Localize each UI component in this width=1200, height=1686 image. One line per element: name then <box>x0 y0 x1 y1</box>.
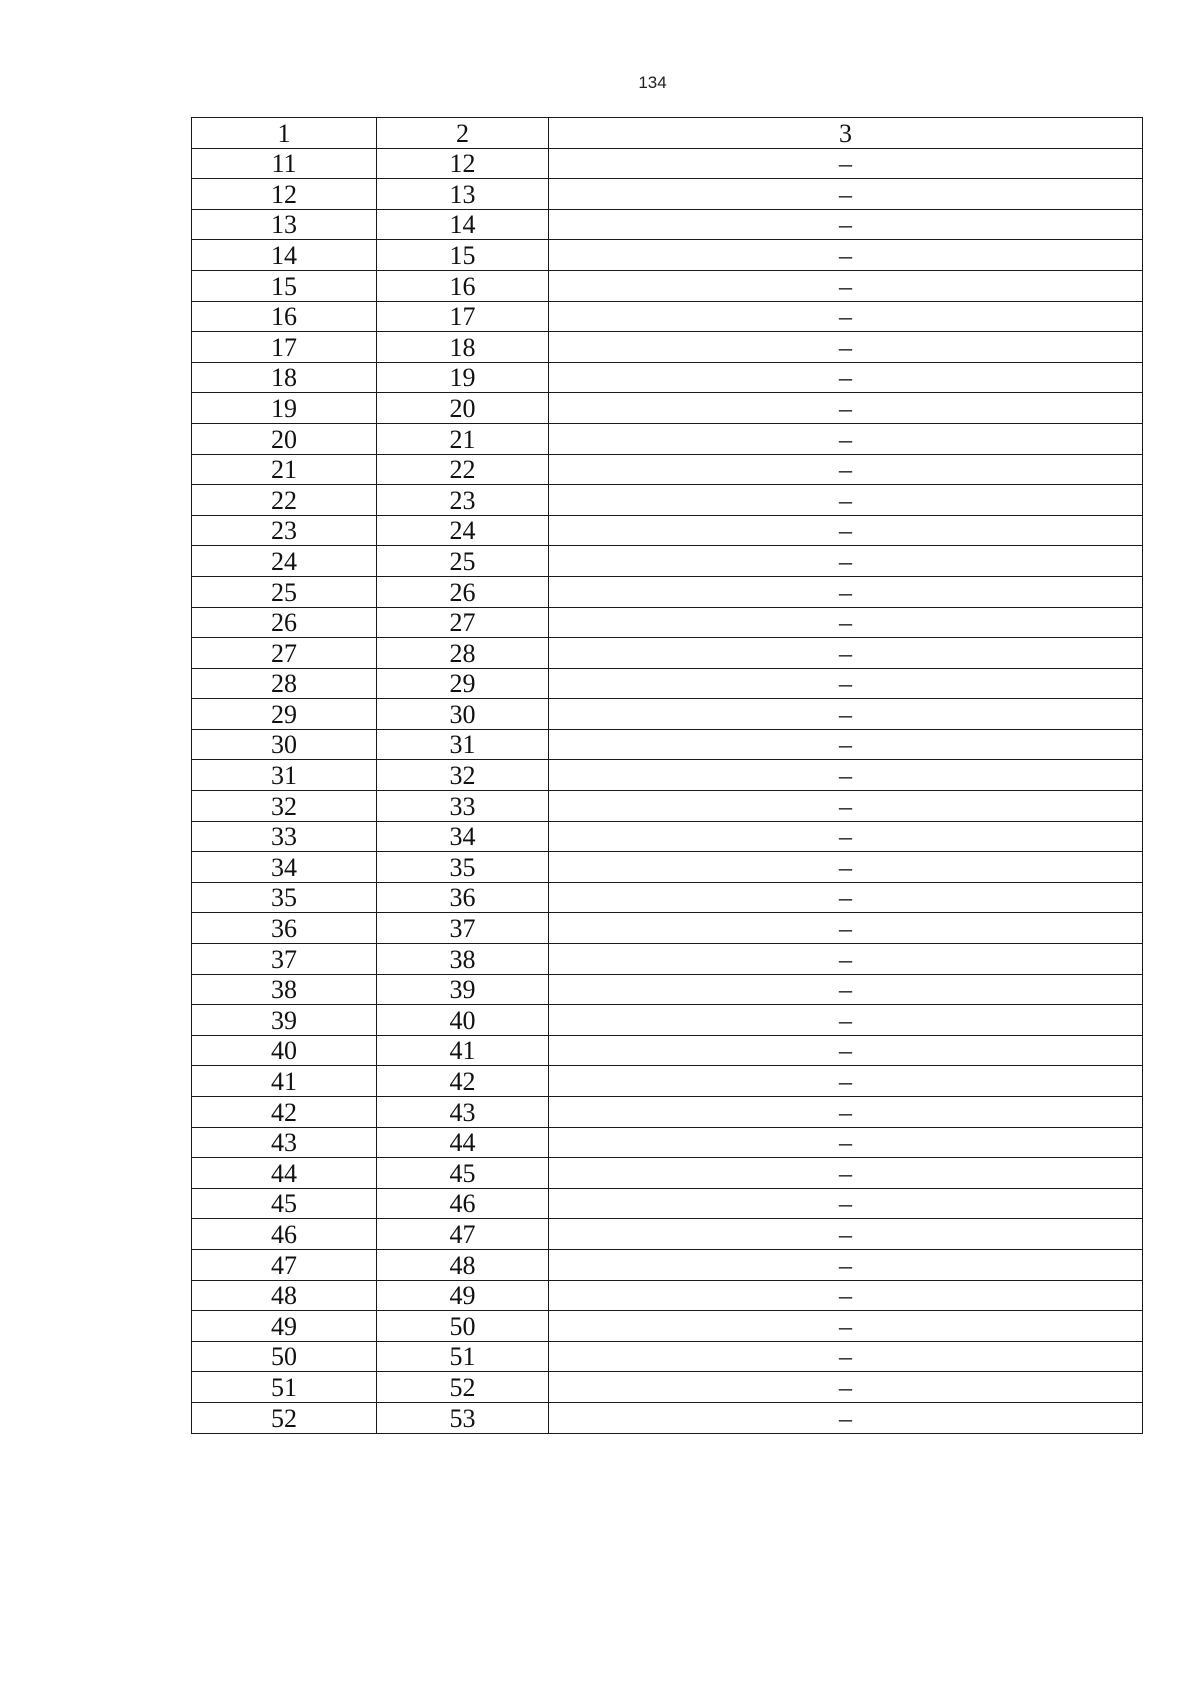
cell-col-1: 51 <box>192 1372 377 1403</box>
cell-col-2: 40 <box>377 1005 549 1036</box>
cell-col-2: 30 <box>377 699 549 730</box>
cell-col-1: 34 <box>192 852 377 883</box>
table-header-row <box>192 118 1143 149</box>
cell-col-3: – <box>549 821 1143 852</box>
cell-col-1: 52 <box>192 1402 377 1433</box>
table-row <box>192 944 1143 975</box>
table-row <box>192 607 1143 638</box>
table-row <box>192 852 1143 883</box>
cell-col-3: – <box>549 1035 1143 1066</box>
cell-col-1: 33 <box>192 821 377 852</box>
table-row <box>192 1097 1143 1128</box>
cell-col-2: 13 <box>377 179 549 210</box>
cell-col-3: – <box>549 791 1143 822</box>
cell-col-3: – <box>549 1280 1143 1311</box>
table-row <box>192 1066 1143 1097</box>
cell-col-1: 20 <box>192 423 377 454</box>
cell-col-1: 46 <box>192 1219 377 1250</box>
cell-col-3: – <box>549 423 1143 454</box>
cell-col-1: 24 <box>192 546 377 577</box>
cell-col-2: 43 <box>377 1097 549 1128</box>
cell-col-3: – <box>549 240 1143 271</box>
cell-col-1: 15 <box>192 270 377 301</box>
cell-col-3: – <box>549 1311 1143 1342</box>
cell-col-1: 25 <box>192 576 377 607</box>
table-row <box>192 638 1143 669</box>
cell-col-3: – <box>549 179 1143 210</box>
cell-col-2: 48 <box>377 1249 549 1280</box>
cell-col-2: 23 <box>377 485 549 516</box>
cell-col-2: 12 <box>377 148 549 179</box>
cell-col-3: – <box>549 1127 1143 1158</box>
cell-col-2: 25 <box>377 546 549 577</box>
table-row <box>192 699 1143 730</box>
cell-col-3: – <box>549 546 1143 577</box>
cell-col-2: 42 <box>377 1066 549 1097</box>
page-number: 134 <box>638 73 667 92</box>
cell-col-1: 39 <box>192 1005 377 1036</box>
table-row <box>192 760 1143 791</box>
cell-col-1: 17 <box>192 332 377 363</box>
table-row <box>192 1249 1143 1280</box>
cell-col-2: 17 <box>377 301 549 332</box>
cell-col-3: – <box>549 1402 1143 1433</box>
cell-col-1: 41 <box>192 1066 377 1097</box>
cell-col-2: 26 <box>377 576 549 607</box>
cell-col-3: – <box>549 1005 1143 1036</box>
cell-col-1: 23 <box>192 515 377 546</box>
cell-col-3: – <box>549 882 1143 913</box>
cell-col-1: 28 <box>192 668 377 699</box>
cell-col-3: – <box>549 1158 1143 1189</box>
table-row <box>192 974 1143 1005</box>
cell-col-1: 38 <box>192 974 377 1005</box>
cell-col-3: – <box>549 515 1143 546</box>
cell-col-1: 19 <box>192 393 377 424</box>
cell-col-2: 21 <box>377 423 549 454</box>
cell-col-3: – <box>549 729 1143 760</box>
cell-col-3: – <box>549 913 1143 944</box>
table-row <box>192 423 1143 454</box>
cell-col-1: 49 <box>192 1311 377 1342</box>
cell-col-2: 37 <box>377 913 549 944</box>
cell-col-3: – <box>549 576 1143 607</box>
cell-col-1: 27 <box>192 638 377 669</box>
table-row <box>192 148 1143 179</box>
cell-col-3: – <box>549 454 1143 485</box>
cell-col-2: 44 <box>377 1127 549 1158</box>
table-row <box>192 240 1143 271</box>
cell-col-1: 37 <box>192 944 377 975</box>
cell-col-1: 40 <box>192 1035 377 1066</box>
table-row <box>192 546 1143 577</box>
cell-col-2: 41 <box>377 1035 549 1066</box>
cell-col-3: – <box>549 638 1143 669</box>
cell-col-1: 29 <box>192 699 377 730</box>
cell-col-2: 49 <box>377 1280 549 1311</box>
cell-col-3: – <box>549 760 1143 791</box>
cell-col-1: 42 <box>192 1097 377 1128</box>
cell-col-2: 27 <box>377 607 549 638</box>
cell-col-1: 31 <box>192 760 377 791</box>
cell-col-3: – <box>549 393 1143 424</box>
cell-col-2: 28 <box>377 638 549 669</box>
cell-col-2: 46 <box>377 1188 549 1219</box>
cell-col-2: 31 <box>377 729 549 760</box>
table-row <box>192 393 1143 424</box>
cell-col-3: – <box>549 1372 1143 1403</box>
cell-col-2: 20 <box>377 393 549 424</box>
cell-col-1: 16 <box>192 301 377 332</box>
cell-col-2: 24 <box>377 515 549 546</box>
cell-col-3: – <box>549 668 1143 699</box>
table-row <box>192 179 1143 210</box>
cell-col-1: 26 <box>192 607 377 638</box>
cell-col-2: 19 <box>377 362 549 393</box>
table-body <box>192 118 1143 1434</box>
cell-col-3: – <box>549 485 1143 516</box>
cell-col-2: 18 <box>377 332 549 363</box>
header-cell-col-3: 3 <box>549 118 1143 149</box>
table-row <box>192 454 1143 485</box>
cell-col-3: – <box>549 852 1143 883</box>
header-cell-col-2: 2 <box>377 118 549 149</box>
table-row <box>192 1402 1143 1433</box>
cell-col-1: 44 <box>192 1158 377 1189</box>
table-row <box>192 1311 1143 1342</box>
header-cell-col-1: 1 <box>192 118 377 149</box>
cell-col-1: 32 <box>192 791 377 822</box>
cell-col-2: 29 <box>377 668 549 699</box>
cell-col-2: 51 <box>377 1341 549 1372</box>
cell-col-2: 16 <box>377 270 549 301</box>
cell-col-1: 13 <box>192 209 377 240</box>
cell-col-1: 47 <box>192 1249 377 1280</box>
cell-col-3: – <box>549 1249 1143 1280</box>
table-row <box>192 332 1143 363</box>
cell-col-1: 11 <box>192 148 377 179</box>
cell-col-3: – <box>549 270 1143 301</box>
cell-col-2: 36 <box>377 882 549 913</box>
cell-col-2: 15 <box>377 240 549 271</box>
table-row <box>192 1219 1143 1250</box>
table-row <box>192 301 1143 332</box>
cell-col-1: 48 <box>192 1280 377 1311</box>
cell-col-1: 22 <box>192 485 377 516</box>
cell-col-1: 45 <box>192 1188 377 1219</box>
cell-col-3: – <box>549 301 1143 332</box>
cell-col-2: 47 <box>377 1219 549 1250</box>
cell-col-3: – <box>549 1097 1143 1128</box>
cell-col-1: 21 <box>192 454 377 485</box>
table-row <box>192 1035 1143 1066</box>
cell-col-2: 39 <box>377 974 549 1005</box>
cell-col-3: – <box>549 1341 1143 1372</box>
cell-col-1: 36 <box>192 913 377 944</box>
table-row <box>192 515 1143 546</box>
table-row <box>192 362 1143 393</box>
cell-col-3: – <box>549 1219 1143 1250</box>
table-row <box>192 913 1143 944</box>
table-row <box>192 485 1143 516</box>
cell-col-1: 35 <box>192 882 377 913</box>
cell-col-3: – <box>549 974 1143 1005</box>
cell-col-2: 38 <box>377 944 549 975</box>
cell-col-1: 50 <box>192 1341 377 1372</box>
table-row <box>192 209 1143 240</box>
cell-col-1: 12 <box>192 179 377 210</box>
cell-col-3: – <box>549 209 1143 240</box>
cell-col-1: 43 <box>192 1127 377 1158</box>
cell-col-1: 14 <box>192 240 377 271</box>
cell-col-3: – <box>549 944 1143 975</box>
table-row <box>192 882 1143 913</box>
table-row <box>192 791 1143 822</box>
cell-col-2: 52 <box>377 1372 549 1403</box>
table-row <box>192 1188 1143 1219</box>
table-row <box>192 1280 1143 1311</box>
cell-col-2: 34 <box>377 821 549 852</box>
cell-col-3: – <box>549 362 1143 393</box>
table-row <box>192 270 1143 301</box>
table-row <box>192 1005 1143 1036</box>
cell-col-2: 32 <box>377 760 549 791</box>
cell-col-1: 18 <box>192 362 377 393</box>
table-row <box>192 821 1143 852</box>
table-row <box>192 1158 1143 1189</box>
cell-col-3: – <box>549 607 1143 638</box>
cell-col-3: – <box>549 332 1143 363</box>
table-row <box>192 729 1143 760</box>
cell-col-2: 53 <box>377 1402 549 1433</box>
table-row <box>192 1341 1143 1372</box>
cell-col-1: 30 <box>192 729 377 760</box>
table-row <box>192 668 1143 699</box>
cell-col-3: – <box>549 1188 1143 1219</box>
cell-col-2: 22 <box>377 454 549 485</box>
table-row <box>192 1127 1143 1158</box>
cell-col-3: – <box>549 699 1143 730</box>
cell-col-2: 35 <box>377 852 549 883</box>
cell-col-2: 50 <box>377 1311 549 1342</box>
cell-col-2: 14 <box>377 209 549 240</box>
data-table <box>191 117 1143 1434</box>
cell-col-2: 33 <box>377 791 549 822</box>
table-row <box>192 1372 1143 1403</box>
cell-col-2: 45 <box>377 1158 549 1189</box>
table-row <box>192 576 1143 607</box>
cell-col-3: – <box>549 148 1143 179</box>
cell-col-3: – <box>549 1066 1143 1097</box>
